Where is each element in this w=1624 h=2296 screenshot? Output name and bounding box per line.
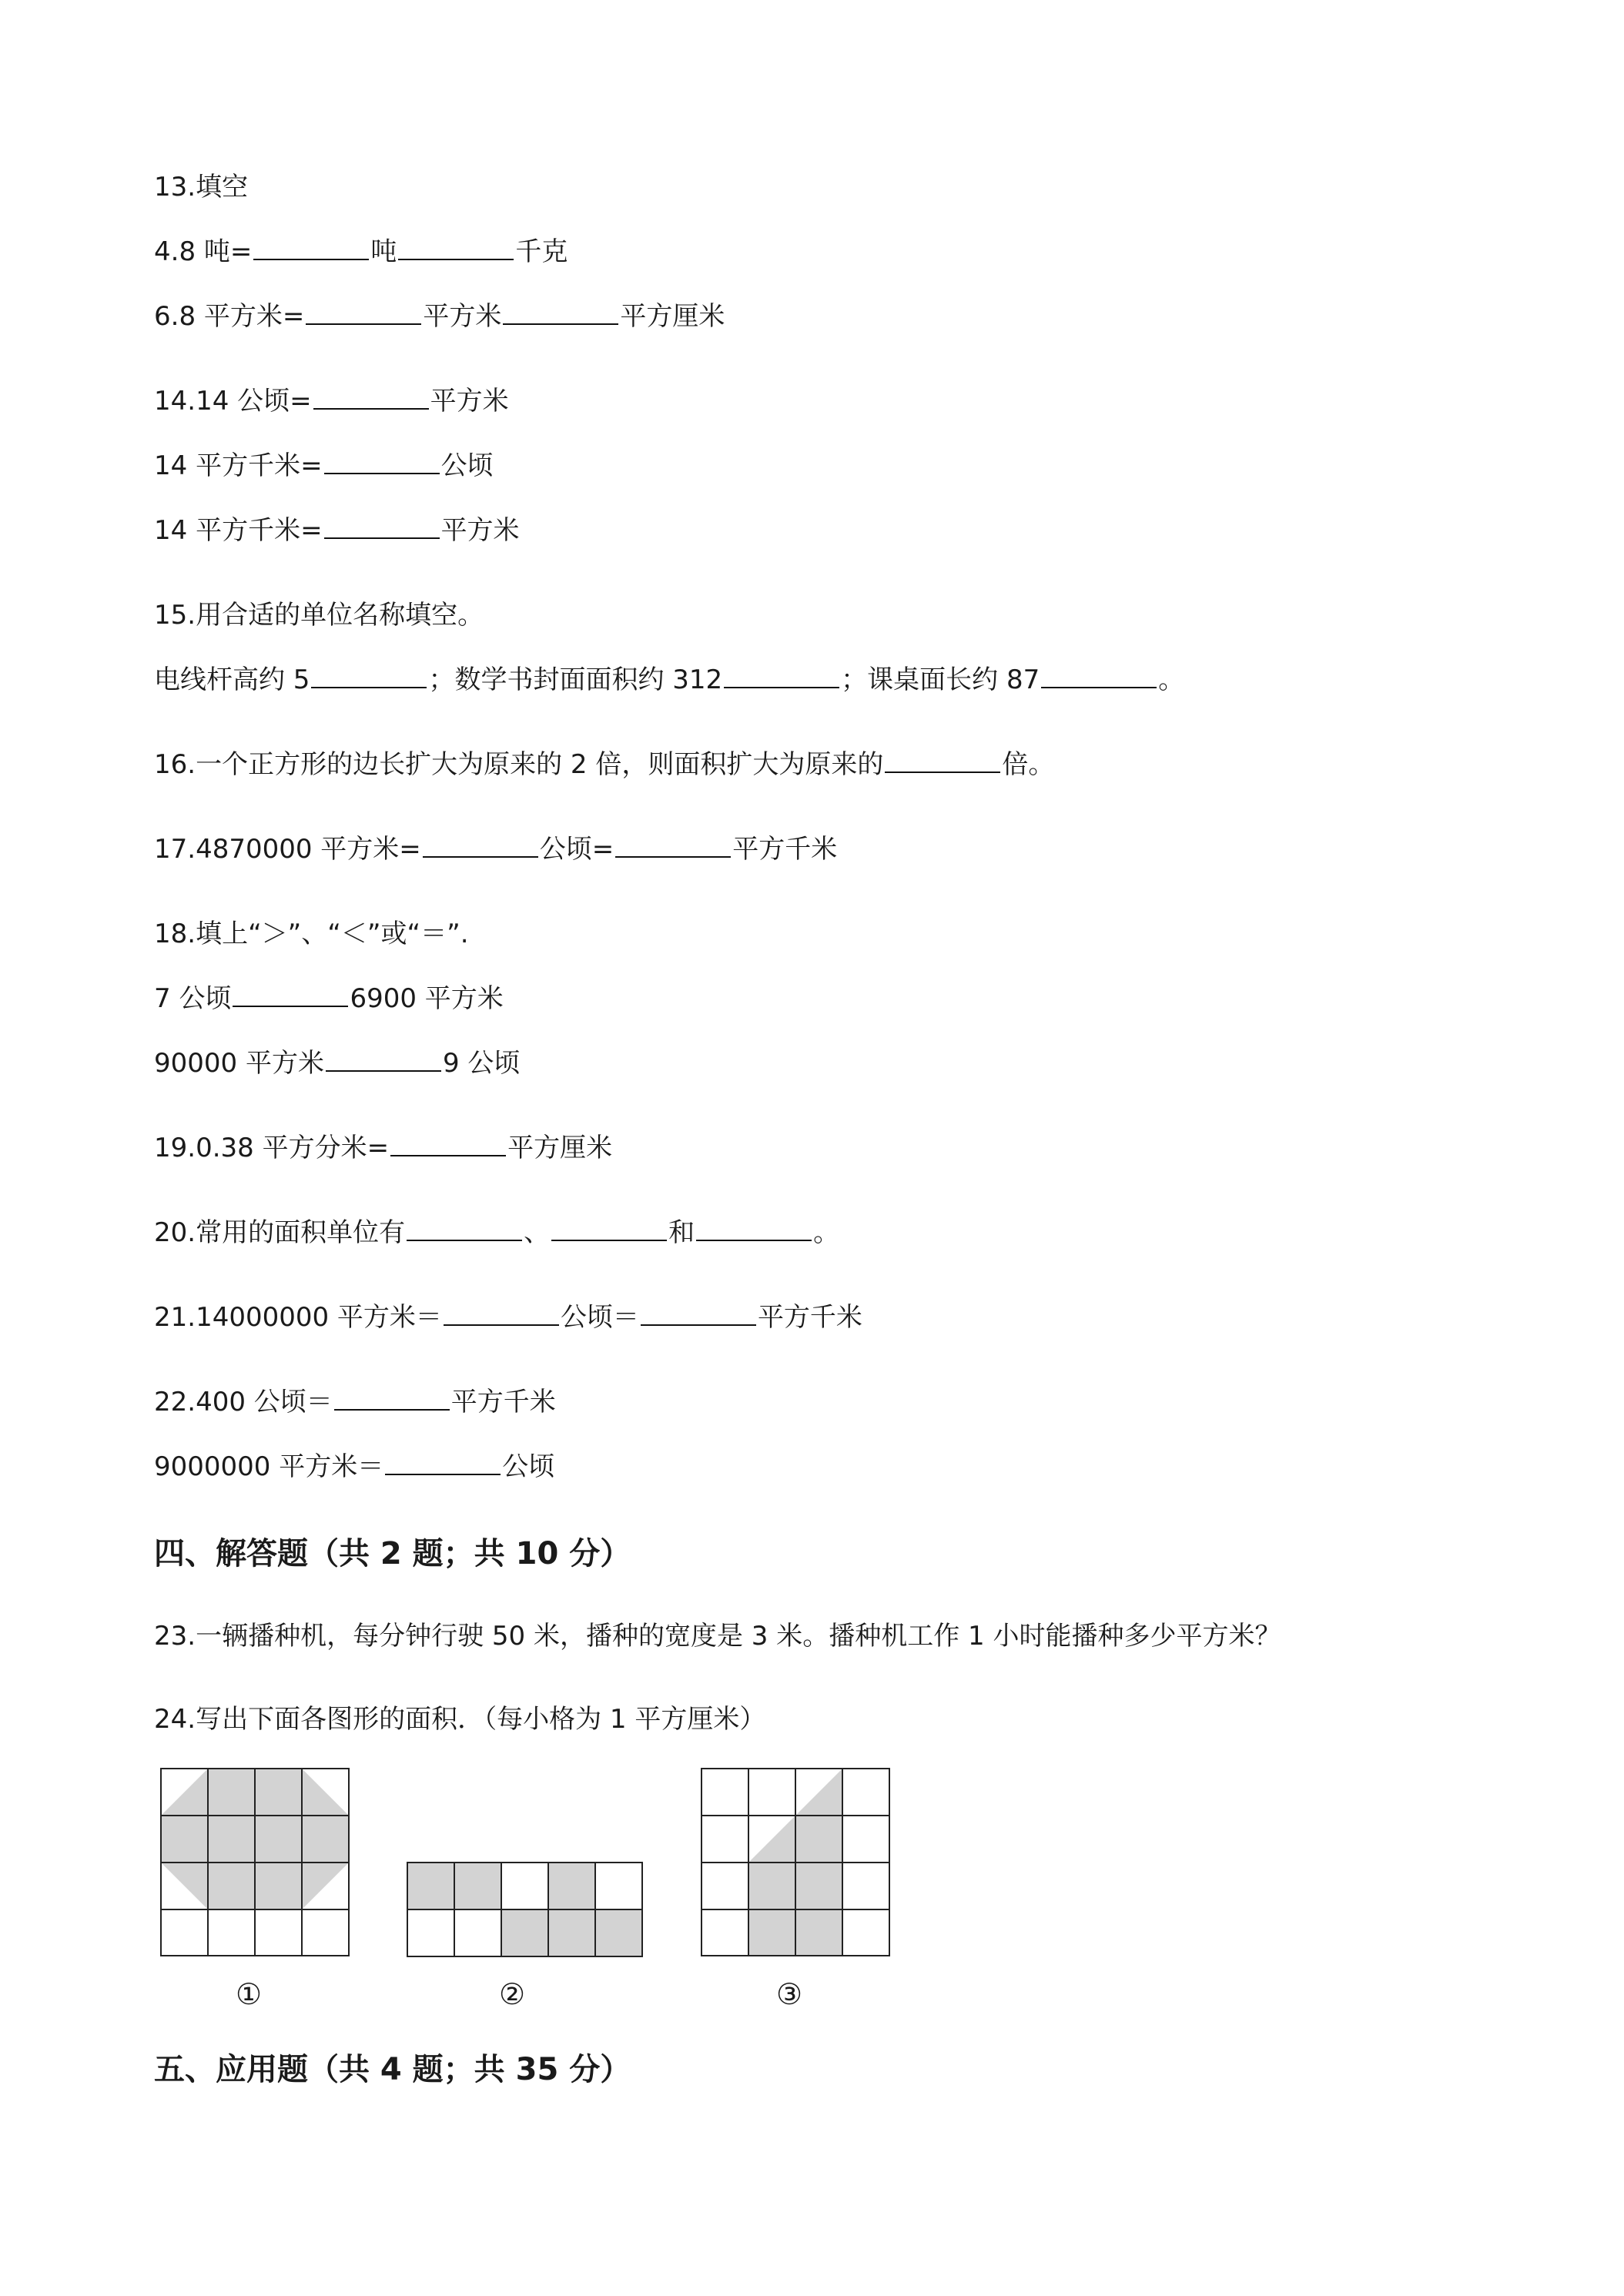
text: 平方米 <box>430 386 509 417</box>
text: 公顷 <box>502 1451 555 1482</box>
answer-blank[interactable] <box>334 1386 450 1411</box>
text: 18.填上“＞”、“＜”或“＝”. <box>154 919 469 949</box>
q18-line-2 <box>154 1047 520 1079</box>
answer-blank[interactable] <box>306 300 421 325</box>
text: 23.一辆播种机，每分钟行驶 50 米，播种的宽度是 3 米。播种机工作 1 小时能播种多少平方米？ <box>154 1621 1281 1652</box>
text: 电线杆高约 5 <box>154 664 310 695</box>
q22-line-1 <box>154 1386 556 1418</box>
text: 四、解答题（共 2 题；共 10 分） <box>154 1536 631 1571</box>
answer-blank[interactable] <box>407 1217 522 1241</box>
text: 14.14 公顷= <box>154 386 312 417</box>
text: 千克 <box>515 236 568 267</box>
text: ；课桌面长约 87 <box>841 664 1040 695</box>
text: 平方千米 <box>732 834 838 865</box>
text: 15.用合适的单位名称填空。 <box>154 600 484 631</box>
q13-title <box>154 171 248 203</box>
q14-line-1 <box>154 385 509 417</box>
answer-blank[interactable] <box>326 1047 441 1072</box>
text: 20.常用的面积单位有 <box>154 1217 406 1248</box>
q15-line-1 <box>154 664 1184 696</box>
text: 4.8 吨= <box>154 236 253 267</box>
text: 9000000 平方米＝ <box>154 1451 384 1482</box>
text: 倍。 <box>1002 749 1055 780</box>
text: 17.4870000 平方米= <box>154 834 421 865</box>
answer-blank[interactable] <box>324 450 440 474</box>
text: 五、应用题（共 4 题；共 35 分） <box>154 2052 631 2087</box>
figure-3-label: ③ <box>776 1977 803 2011</box>
text: 6.8 平方米= <box>154 301 305 332</box>
figure-3-grid <box>701 1768 892 1963</box>
answer-blank[interactable] <box>1041 664 1157 688</box>
text: 平方米 <box>423 301 502 332</box>
answer-blank[interactable] <box>253 236 369 260</box>
answer-blank[interactable] <box>503 300 618 325</box>
q13-title-text: 13.填空 <box>154 172 249 202</box>
text: 24.写出下面各图形的面积．（每小格为 1 平方厘米） <box>154 1704 766 1735</box>
text: 22.400 公顷＝ <box>154 1387 333 1417</box>
answer-blank[interactable] <box>313 385 429 410</box>
q20-line <box>154 1217 839 1249</box>
answer-blank[interactable] <box>390 1132 506 1156</box>
figure-2-grid <box>407 1862 647 1962</box>
answer-blank[interactable] <box>233 982 348 1007</box>
text: 平方米 <box>440 515 520 546</box>
q23-text <box>154 1620 1281 1652</box>
q13-line-2 <box>154 300 725 333</box>
figure-1-grid <box>160 1768 351 1963</box>
text: 。 <box>813 1217 840 1248</box>
q14-line-3 <box>154 514 520 547</box>
text: 21.14000000 平方米＝ <box>154 1302 442 1333</box>
text: 7 公顷 <box>154 983 232 1014</box>
text: 90000 平方米 <box>154 1048 324 1079</box>
text: 14 平方千米= <box>154 515 323 546</box>
answer-blank[interactable] <box>398 236 514 260</box>
text: 平方千米 <box>757 1302 862 1333</box>
answer-blank[interactable] <box>385 1451 501 1475</box>
answer-blank[interactable] <box>885 748 1000 773</box>
text: 、 <box>524 1217 551 1248</box>
q13-line-1 <box>154 236 568 268</box>
answer-blank[interactable] <box>551 1217 667 1241</box>
q22-line-2 <box>154 1451 554 1483</box>
text: 平方厘米 <box>620 301 725 332</box>
q19-line <box>154 1132 612 1164</box>
text: 16.一个正方形的边长扩大为原来的 2 倍，则面积扩大为原来的 <box>154 749 884 780</box>
section-4-title <box>154 1535 631 1572</box>
text: 公顷 <box>440 450 494 481</box>
q14-line-2 <box>154 450 494 482</box>
q21-line <box>154 1301 862 1334</box>
answer-blank[interactable] <box>324 514 440 539</box>
answer-blank[interactable] <box>724 664 839 688</box>
text: 14 平方千米= <box>154 450 323 481</box>
q16-line <box>154 748 1054 781</box>
text: 平方千米 <box>450 1387 556 1417</box>
answer-blank[interactable] <box>615 833 731 858</box>
text: 和 <box>668 1217 695 1248</box>
figure-1-label: ① <box>236 1977 263 2011</box>
text: 公顷= <box>539 834 614 865</box>
text: 19.0.38 平方分米= <box>154 1133 390 1163</box>
q18-title <box>154 918 469 950</box>
answer-blank[interactable] <box>311 664 427 688</box>
answer-blank[interactable] <box>444 1301 559 1326</box>
answer-blank[interactable] <box>696 1217 812 1241</box>
answer-blank[interactable] <box>423 833 538 858</box>
figure-3-grid-lines <box>702 1769 889 1956</box>
text: 。 <box>1158 664 1185 695</box>
text: ；数学书封面面积约 312 <box>428 664 723 695</box>
text: 公顷＝ <box>560 1302 639 1333</box>
q24-text <box>154 1703 765 1735</box>
answer-blank[interactable] <box>641 1301 756 1326</box>
q17-line <box>154 833 837 865</box>
text: 吨 <box>370 236 397 267</box>
figure-2-label: ② <box>499 1977 526 2011</box>
text: 平方厘米 <box>507 1133 613 1163</box>
q18-line-1 <box>154 982 504 1015</box>
section-5-title <box>154 2051 631 2088</box>
q15-title <box>154 599 484 631</box>
text: 6900 平方米 <box>350 983 504 1014</box>
text: 9 公顷 <box>442 1048 521 1079</box>
